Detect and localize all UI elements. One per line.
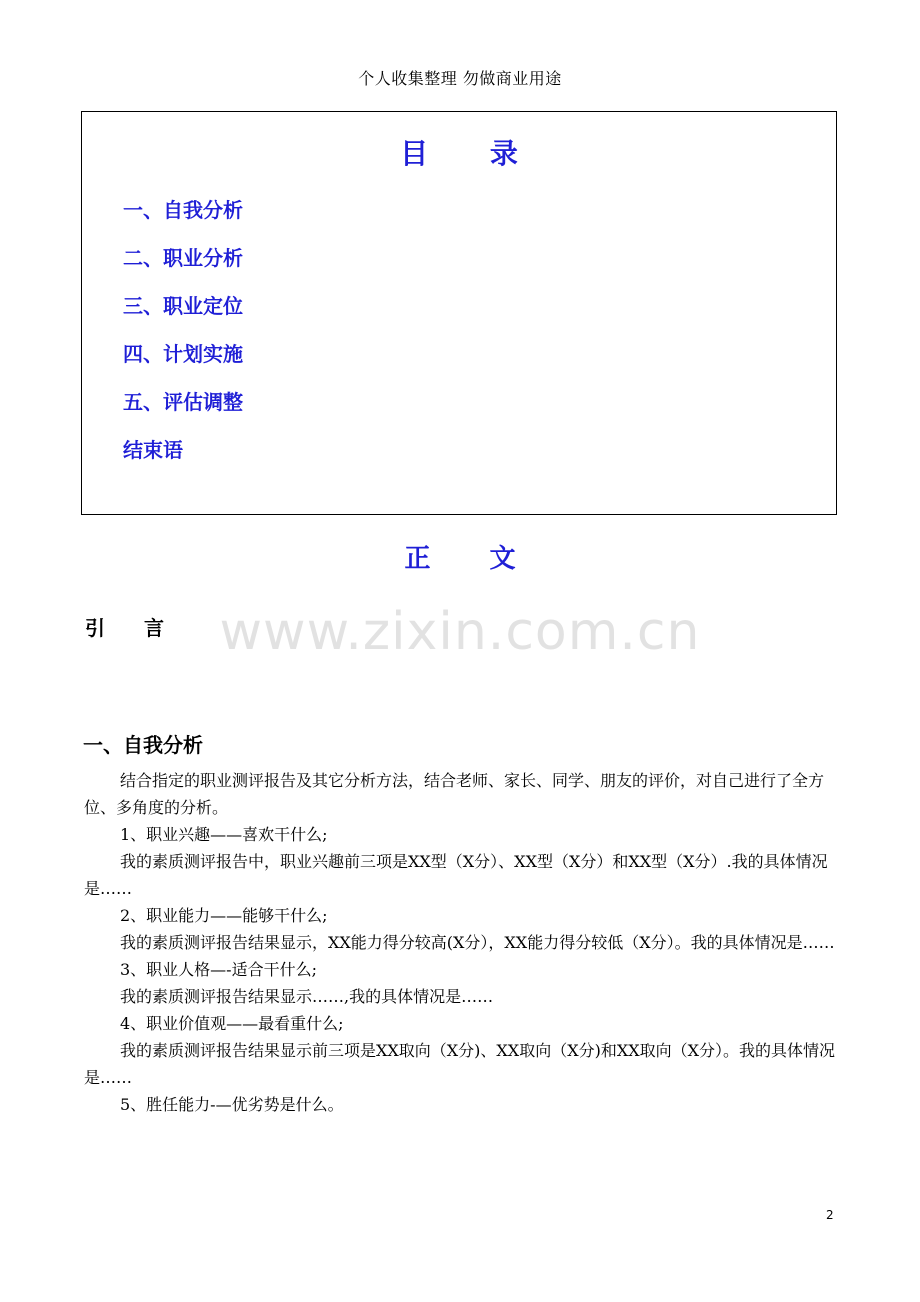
table-of-contents (81, 111, 837, 515)
toc-list (123, 196, 243, 484)
paragraph-ability-heading: 2、职业能力——能够干什么; (120, 906, 328, 925)
header-note: 个人收集整理 勿做商业用途 (358, 69, 562, 88)
toc-item-career-positioning[interactable]: 三、职业定位 (123, 294, 243, 318)
section-heading-self-analysis: 一、自我分析 (83, 733, 203, 757)
paragraph-ability-detail: 我的素质测评报告结果显示，XX能力得分较高(X分），XX能力得分较低（X分）。我的具体情况是…… (120, 933, 835, 952)
body-title: 正 文 (404, 544, 516, 574)
page-number: 2 (826, 1208, 834, 1222)
toc-item-evaluation-adjustment[interactable]: 五、评估调整 (123, 390, 243, 414)
toc-title: 目 录 (400, 137, 544, 170)
toc-item-self-analysis[interactable]: 一、自我分析 (123, 198, 243, 222)
toc-item-conclusion[interactable]: 结束语 (123, 438, 183, 462)
paragraph-values-heading: 4、职业价值观——最看重什么; (120, 1014, 344, 1033)
toc-item-career-analysis[interactable]: 二、职业分析 (123, 246, 243, 270)
paragraph-personality-heading: 3、职业人格—-适合干什么; (120, 960, 317, 979)
paragraph-competency-heading: 5、胜任能力-—优劣势是什么。 (120, 1095, 344, 1114)
intro-heading: 引 言 (85, 616, 180, 640)
section-content (84, 767, 838, 1118)
paragraph-interest-heading: 1、职业兴趣——喜欢干什么; (120, 825, 328, 844)
paragraph-interest-detail: 我的素质测评报告中，职业兴趣前三项是XX型（X分）、XX型（X分）和XX型（X分）.我的具体情况是…… (84, 852, 828, 898)
paragraph-values-detail: 我的素质测评报告结果显示前三项是XX取向（X分)、XX取向（X分)和XX取向（X分）。我的具体情况是…… (84, 1041, 836, 1087)
paragraph-personality-detail: 我的素质测评报告结果显示……,我的具体情况是…… (120, 987, 494, 1006)
toc-item-plan-implementation[interactable]: 四、计划实施 (123, 342, 243, 366)
watermark: www.zixin.com.cn (219, 602, 701, 662)
paragraph-intro: 结合指定的职业测评报告及其它分析方法，结合老师、家长、同学、朋友的评价，对自己进行了全方位、多角度的分析。 (84, 771, 825, 817)
